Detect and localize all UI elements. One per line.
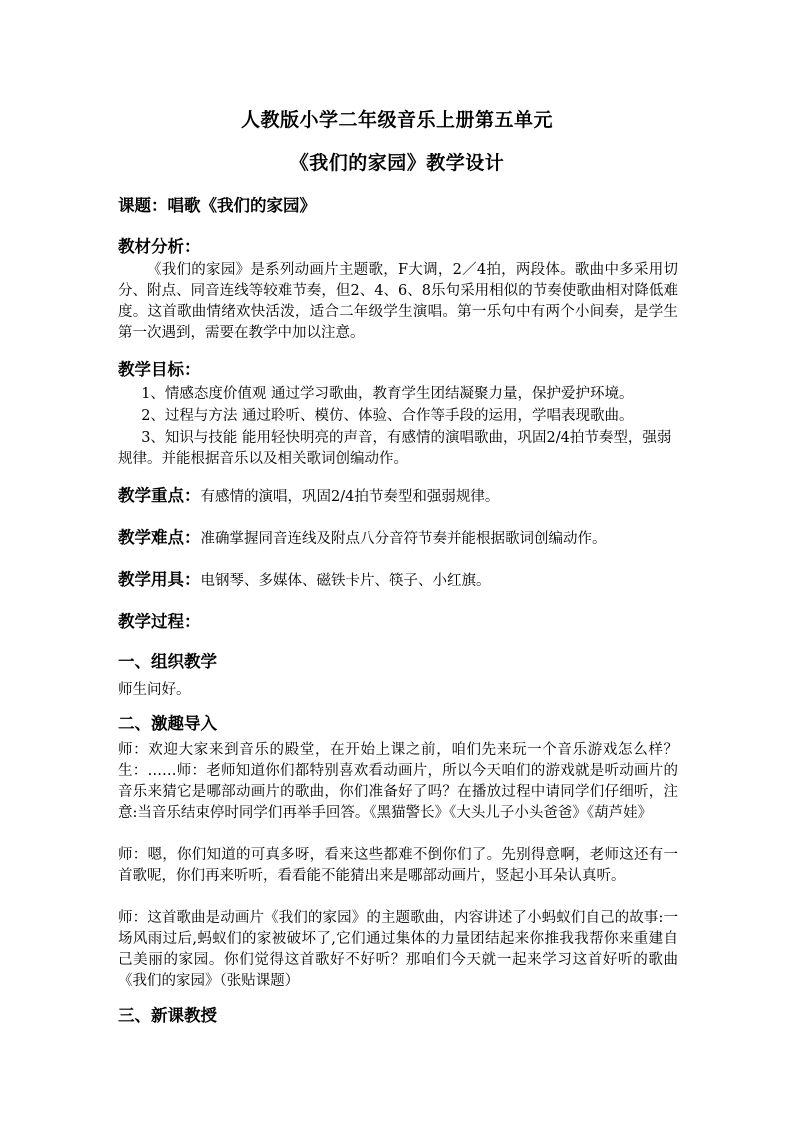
section2-paragraph-3: 师：这首歌曲是动画片《我们的家园》的主题歌曲，内容讲述了小蚂蚁们自己的故事:一场风雨过后,蚂蚁们的家被破坏了,它们通过集体的力量团结起来你推我我帮你来重建自己美丽的家园。你们觉得这首歌好不好听？那咱们今天就一起来学习这首好听的歌曲《我们的家园》（张贴课题） xyxy=(118,910,678,989)
section3-heading: 三、新课教授 xyxy=(118,1006,217,1025)
section2-paragraph-1: 师：欢迎大家来到音乐的殿堂，在开始上课之前，咱们先来玩一个音乐游戏怎么样？ 生：……师：老师知道你们都特别喜欢看动画片，所以今天咱们的游戏就是听动画片的音乐来猜它是哪部动画片的歌曲，你们准备好了吗？在播放过程中请同学们仔细听，注意:当音乐结束停时同学们再举手回答。《黑猫警长》《大头儿子小头爸爸》《葫芦娃》 xyxy=(118,742,693,821)
analysis-text: 《我们的家园》是系列动画片主题歌，F大调，2／4拍，两段体。歌曲中多采用切分、附点、同音连线等较难节奏，但2、4、6、8乐句采用相似的节奏使歌曲相对降低难度。这首歌曲情绪欢快活泼，适合二年级学生演唱。第一乐句中有两个小间奏，是学生第一次遇到，需要在教学中加以注意。 xyxy=(118,262,678,341)
topic-line xyxy=(118,192,316,216)
difficulties-line xyxy=(118,524,698,548)
document-subtitle: 《我们的家园》教学设计 xyxy=(289,152,505,174)
objectives-heading: 教学目标： xyxy=(118,360,201,379)
topic-label: 课题： xyxy=(118,196,168,215)
objective-item-3: 3、知识与技能 能用轻快明亮的声音，有感情的演唱歌曲，巩固2/4拍节奏型，强弱规律。并能根据音乐以及相关歌词创编动作。 xyxy=(118,430,672,467)
section1-text: 师生问好。 xyxy=(118,682,191,698)
process-heading: 教学过程： xyxy=(118,612,201,631)
tools-value: 电钢琴、多媒体、磁铁卡片、筷子、小红旗。 xyxy=(200,573,491,589)
tools-label: 教学用具： xyxy=(118,570,201,589)
section2-heading: 二、激趣导入 xyxy=(118,714,217,733)
section2-paragraph-2: 师：嗯，你们知道的可真多呀，看来这些都难不倒你们了。先别得意啊，老师这还有一首歌呢，你们再来听听，看看能不能猜出来是哪部动画片，竖起小耳朵认真听。 xyxy=(118,847,678,884)
section1-heading: 一、组织教学 xyxy=(118,652,217,671)
key-points-value: 有感情的演唱，巩固2/4拍节奏型和强弱规律。 xyxy=(200,489,500,505)
tools-line xyxy=(118,566,698,590)
analysis-heading: 教材分析： xyxy=(118,237,201,256)
key-points-line xyxy=(118,482,698,506)
topic-value: 唱歌《我们的家园》 xyxy=(167,196,316,215)
document-title: 人教版小学二年级音乐上册第五单元 xyxy=(240,109,553,131)
key-points-label: 教学重点： xyxy=(118,486,201,505)
difficulties-value: 准确掌握同音连线及附点八分音符节奏并能根据歌词创编动作。 xyxy=(200,531,607,547)
difficulties-label: 教学难点： xyxy=(118,528,201,547)
objective-item-2: 2、过程与方法 通过聆听、模仿、体验、合作等手段的运用，学唱表现歌曲。 xyxy=(141,408,634,424)
objective-item-1: 1、情感态度价值观 通过学习歌曲，教育学生团结凝聚力量，保护爱护环境。 xyxy=(141,386,634,402)
